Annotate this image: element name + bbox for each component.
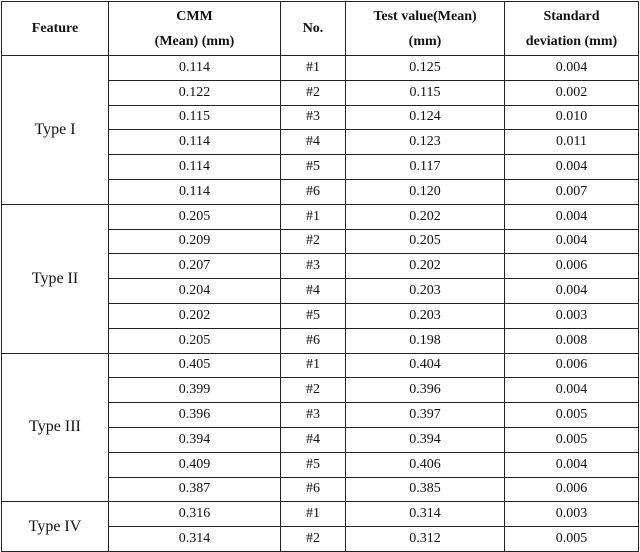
test-value-cell: 0.125 <box>346 56 505 81</box>
no-cell: #5 <box>281 303 346 328</box>
std-dev-cell: 0.006 <box>505 353 639 378</box>
no-cell: #1 <box>281 502 346 527</box>
cmm-cell: 0.114 <box>109 56 281 81</box>
cmm-cell: 0.114 <box>109 179 281 204</box>
std-dev-cell: 0.004 <box>505 378 639 403</box>
test-value-cell: 0.404 <box>346 353 505 378</box>
feature-cell: Type IV <box>2 502 109 552</box>
header-cmm-line1: CMM <box>176 8 213 24</box>
std-dev-cell: 0.003 <box>505 502 639 527</box>
std-dev-cell: 0.008 <box>505 328 639 353</box>
table-row <box>2 56 639 81</box>
test-value-cell: 0.117 <box>346 155 505 180</box>
test-value-cell: 0.406 <box>346 452 505 477</box>
test-value-cell: 0.396 <box>346 378 505 403</box>
test-value-cell: 0.120 <box>346 179 505 204</box>
no-cell: #1 <box>281 56 346 81</box>
header-sd-line1: Standard <box>543 8 600 24</box>
no-cell: #4 <box>281 279 346 304</box>
measurement-table <box>1 1 639 552</box>
std-dev-cell: 0.004 <box>505 155 639 180</box>
header-row <box>2 2 639 56</box>
no-cell: #6 <box>281 477 346 502</box>
table-row <box>2 204 639 229</box>
cmm-cell: 0.205 <box>109 204 281 229</box>
cmm-cell: 0.409 <box>109 452 281 477</box>
cmm-cell: 0.202 <box>109 303 281 328</box>
no-cell: #1 <box>281 353 346 378</box>
no-cell: #2 <box>281 527 346 552</box>
no-cell: #3 <box>281 403 346 428</box>
test-value-cell: 0.205 <box>346 229 505 254</box>
test-value-cell: 0.203 <box>346 279 505 304</box>
no-cell: #3 <box>281 105 346 130</box>
no-cell: #4 <box>281 427 346 452</box>
cmm-cell: 0.399 <box>109 378 281 403</box>
test-value-cell: 0.385 <box>346 477 505 502</box>
no-cell: #5 <box>281 155 346 180</box>
cmm-cell: 0.114 <box>109 155 281 180</box>
std-dev-cell: 0.004 <box>505 56 639 81</box>
cmm-cell: 0.115 <box>109 105 281 130</box>
no-cell: #2 <box>281 229 346 254</box>
std-dev-cell: 0.006 <box>505 477 639 502</box>
header-test-line1: Test value(Mean) <box>373 8 477 24</box>
cmm-cell: 0.396 <box>109 403 281 428</box>
cmm-cell: 0.205 <box>109 328 281 353</box>
cmm-cell: 0.209 <box>109 229 281 254</box>
table-row <box>2 502 639 527</box>
header-feature: Feature <box>2 2 109 56</box>
header-cmm <box>109 2 281 56</box>
no-cell: #6 <box>281 179 346 204</box>
header-sd-line2: deviation (mm) <box>525 33 618 49</box>
test-value-cell: 0.202 <box>346 204 505 229</box>
std-dev-cell: 0.002 <box>505 80 639 105</box>
no-cell: #2 <box>281 378 346 403</box>
std-dev-cell: 0.010 <box>505 105 639 130</box>
std-dev-cell: 0.005 <box>505 403 639 428</box>
test-value-cell: 0.115 <box>346 80 505 105</box>
test-value-cell: 0.198 <box>346 328 505 353</box>
test-value-cell: 0.314 <box>346 502 505 527</box>
std-dev-cell: 0.004 <box>505 204 639 229</box>
test-value-cell: 0.312 <box>346 527 505 552</box>
table-row <box>2 353 639 378</box>
header-std-dev <box>505 2 639 56</box>
no-cell: #6 <box>281 328 346 353</box>
std-dev-cell: 0.004 <box>505 279 639 304</box>
cmm-cell: 0.207 <box>109 254 281 279</box>
std-dev-cell: 0.004 <box>505 229 639 254</box>
header-no: No. <box>281 2 346 56</box>
std-dev-cell: 0.011 <box>505 130 639 155</box>
no-cell: #4 <box>281 130 346 155</box>
std-dev-cell: 0.004 <box>505 452 639 477</box>
table-body <box>2 56 639 552</box>
cmm-cell: 0.204 <box>109 279 281 304</box>
test-value-cell: 0.123 <box>346 130 505 155</box>
test-value-cell: 0.394 <box>346 427 505 452</box>
test-value-cell: 0.124 <box>346 105 505 130</box>
std-dev-cell: 0.003 <box>505 303 639 328</box>
feature-cell: Type I <box>2 56 109 205</box>
std-dev-cell: 0.005 <box>505 427 639 452</box>
cmm-cell: 0.316 <box>109 502 281 527</box>
cmm-cell: 0.114 <box>109 130 281 155</box>
header-cmm-line2: (Mean) (mm) <box>154 33 235 49</box>
cmm-cell: 0.122 <box>109 80 281 105</box>
cmm-cell: 0.387 <box>109 477 281 502</box>
test-value-cell: 0.397 <box>346 403 505 428</box>
header-test-line2: (mm) <box>408 33 442 49</box>
test-value-cell: 0.202 <box>346 254 505 279</box>
cmm-cell: 0.314 <box>109 527 281 552</box>
no-cell: #1 <box>281 204 346 229</box>
cmm-cell: 0.394 <box>109 427 281 452</box>
no-cell: #3 <box>281 254 346 279</box>
no-cell: #5 <box>281 452 346 477</box>
header-test-value <box>346 2 505 56</box>
feature-cell: Type III <box>2 353 109 502</box>
test-value-cell: 0.203 <box>346 303 505 328</box>
cmm-cell: 0.405 <box>109 353 281 378</box>
std-dev-cell: 0.006 <box>505 254 639 279</box>
std-dev-cell: 0.005 <box>505 527 639 552</box>
feature-cell: Type II <box>2 204 109 353</box>
std-dev-cell: 0.007 <box>505 179 639 204</box>
no-cell: #2 <box>281 80 346 105</box>
